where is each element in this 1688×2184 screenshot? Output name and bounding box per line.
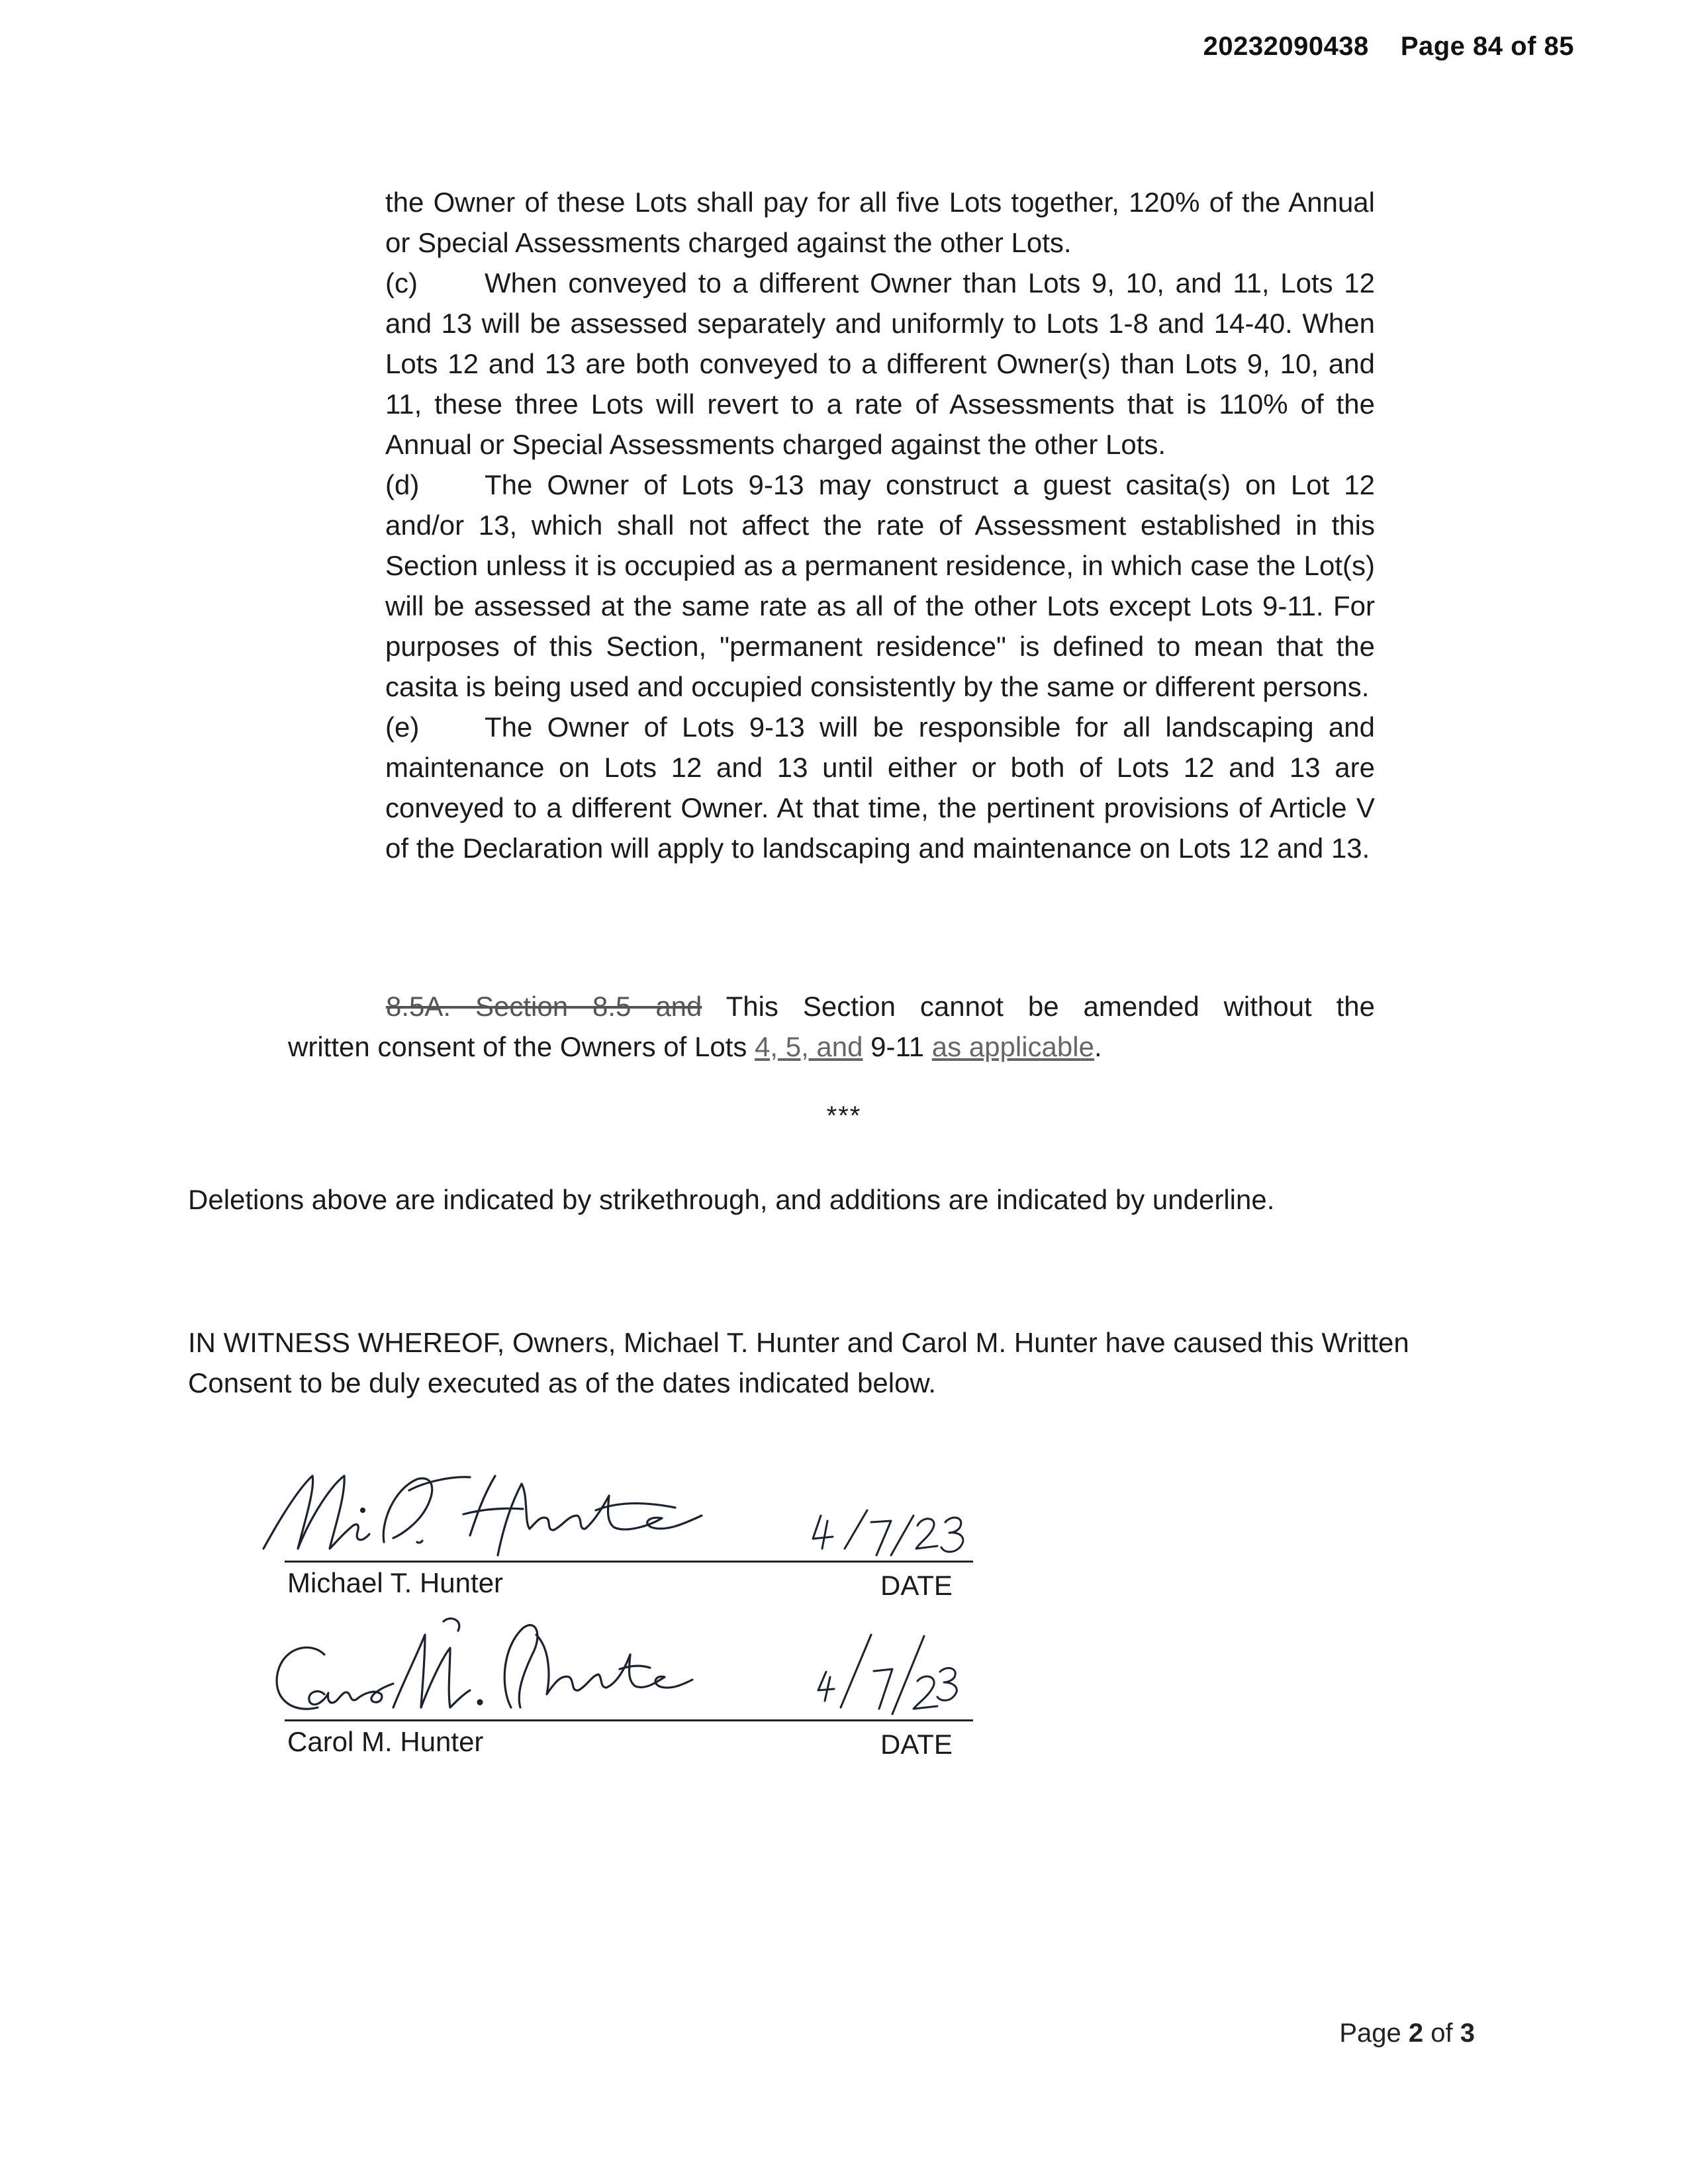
amendment-line-2: [288, 1026, 1375, 1067]
signature-block-carol: [252, 1608, 986, 1760]
added-text-applicable: as applicable: [931, 1031, 1094, 1062]
amendment-clause: [288, 986, 1375, 1067]
paragraph-e-label: (e): [385, 711, 420, 743]
paragraph-continuation: the Owner of these Lots shall pay for all five Lots together, 120% of the Annual or Special Assessments charged against the other Lots.: [385, 187, 1375, 258]
amendment-line-1: [288, 986, 1375, 1026]
signature-line: [285, 1719, 973, 1721]
paragraph-d-text: The Owner of Lots 9-13 may construct a guest casita(s) on Lot 12 and/or 13, which shall not affect the rate of Assessment established in this Section unless it is occupied as a permanent residence, in which case the Lot(s) will be assessed at the same rate as all of the other Lots except Lots 9-11. For purposes of this Section, "permanent residence" is defined to mean that the casita is being used and occupied consistently by the same or different persons.: [385, 469, 1375, 702]
paragraph-e: [385, 707, 1375, 868]
witness-text: IN WITNESS WHEREOF, Owners, Michael T. Hunter and Carol M. Hunter have caused this Written Consent to be duly executed as of the dates indicated below.: [188, 1327, 1409, 1398]
signature-image-michael: [252, 1449, 986, 1565]
amendment-lots: 9-11: [870, 1031, 925, 1062]
recording-header: [1203, 32, 1574, 62]
signature-block-michael: [252, 1449, 986, 1601]
footer-of: of: [1430, 2019, 1453, 2048]
date-label: DATE: [880, 1729, 953, 1760]
struck-text: 8.5A. Section 8.5 and: [386, 991, 702, 1022]
paragraph-d-label: (d): [385, 469, 420, 500]
signature-line: [285, 1561, 973, 1563]
footer-current-page: 2: [1408, 2019, 1424, 2048]
paragraph-c: [385, 263, 1375, 465]
signature-image-carol: [252, 1608, 986, 1724]
recording-page-label: Page 84 of 85: [1400, 32, 1574, 61]
amendment-text-2: written consent of the Owners of Lots: [288, 1031, 747, 1062]
amendment-text: This Section cannot be amended without the: [726, 991, 1375, 1022]
witness-clause: [188, 1322, 1485, 1403]
footer-prefix: Page: [1339, 2019, 1401, 2048]
signer-name: Carol M. Hunter: [287, 1726, 484, 1757]
paragraph-c-label: (c): [385, 267, 418, 298]
paragraph-c-text: When conveyed to a different Owner than Lots 9, 10, and 11, Lots 12 and 13 will be assessed separately and uniformly to Lots 1-8 and 14-40. When Lots 12 and 13 are both conveyed to a different Owner(s) than Lots 9, 10, and 11, these three Lots will revert to a rate of Assessments that is 110% of the Annual or Special Assessments charged against the other Lots.: [385, 267, 1375, 460]
page-footer: [1339, 2019, 1475, 2048]
amendment-end: .: [1094, 1031, 1102, 1062]
footer-total-pages: 3: [1460, 2019, 1475, 2048]
date-label: DATE: [880, 1570, 953, 1601]
revision-note: Deletions above are indicated by strikethrough, and additions are indicated by underline.: [188, 1184, 1275, 1215]
paragraph-e-text: The Owner of Lots 9-13 will be responsible for all landscaping and maintenance on Lots 12 and 13 until either or both of Lots 12 and 13 are conveyed to a different Owner. At that time, the pertinent provisions of Article V of the Declaration will apply to landscaping and maintenance on Lots 12 and 13.: [385, 711, 1375, 864]
added-text-lots: 4, 5, and: [755, 1031, 863, 1062]
signer-name: Michael T. Hunter: [287, 1567, 504, 1598]
section-body: [385, 182, 1375, 868]
paragraph-d: [385, 465, 1375, 707]
document-number: 20232090438: [1203, 32, 1369, 61]
section-separator: ***: [826, 1101, 862, 1130]
